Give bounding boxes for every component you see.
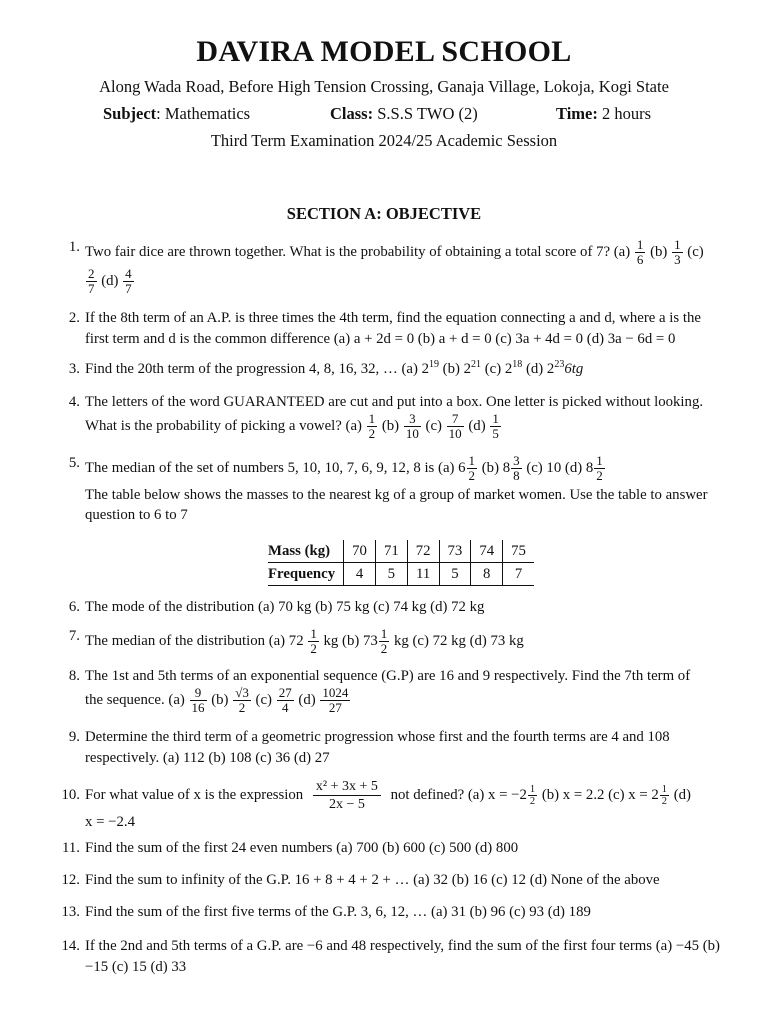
fraction: $\frac{1}{5}$ [492,411,499,441]
subject-info: Subject: Mathematics [103,104,251,123]
question-1: 1. Two fair dice are thrown together. What is the probability of obtaining a total score of 7? (a) $\frac{1}{6}$ (b) $\frac{1}{3}$ (c) $\frac{2}{7}$ (d) $\frac{4}{7}$ [68,237,704,296]
fraction: $\frac{√3}{2}$ [235,685,249,715]
fraction: $\frac{1}{2}$ [529,784,536,807]
fraction: $\frac{1}{2}$ [596,453,603,483]
fraction: $\frac{3}{10}$ [405,411,419,441]
question-8: 8. The 1st and 5th terms of an exponential sequence (G.P) are 16 and 9 respectively. Find the 7th term of the sequence. (a) $\frac{9}{16}$ (b) $\frac{√3}{2}$ (c) $\frac{27}{4}$ (d) $\frac{1024}{27}$ [68,668,691,715]
fraction: $\frac{2}{7}$ [88,266,95,296]
exam-term: Third Term Examination 2024/25 Academic Session [210,131,558,150]
question-9: 9. Determine the third term of a geometric progression whose first and the fourth terms are 4 and 108 respectively. (a) 112 (b) 108 (c) 36 (d) 27 [68,729,670,766]
class-info: Class: S.S.S TWO (2) [330,104,478,123]
time-info: Time: 2 hours [556,104,652,123]
fraction: $\frac{9}{16}$ [191,685,205,715]
mass-frequency-table [268,540,534,586]
fraction: $\frac{1}{2}$ [468,453,476,483]
fraction: $\frac{1}{2}$ [380,626,388,656]
fraction: $\frac{4}{7}$ [125,266,132,296]
fraction: $\frac{1024}{27}$ [322,685,349,715]
question-11: 11. Find the sum of the first 24 even numbers (a) 700 (b) 600 (c) 500 (d) 800 [62,840,519,856]
fraction: $\frac{27}{4}$ [278,685,292,715]
school-address: Along Wada Road, Before High Tension Crossing, Ganaja Village, Lokoja, Kogi State [99,77,669,96]
fraction: $\frac{1}{2}$ [310,626,317,656]
expression-fraction: $\frac{\text{x² + 3x + 5}}{2x - 5}$ [313,778,381,813]
table-row: Frequency 4 5 11 5 8 7 [268,563,534,586]
fraction: $\frac{1}{2}$ [368,411,376,441]
fraction: $\frac{1}{6}$ [636,237,644,267]
school-name: DAVIRA MODEL SCHOOL [196,35,572,68]
table-row: Mass (kg) 70 71 72 73 74 75 [268,540,534,563]
question-12: 12. Find the sum to infinity of the G.P. 16 + 8 + 4 + 2 + … (a) 32 (b) 16 (c) 12 (d) None of the above [61,872,660,888]
question-10: 10. For what value of x is the expression $\frac{\text{x² + 3x + 5}}{2x - 5}$ not defined? (a) x = −2 $\frac{1}{2}$ (b) x = 2.2 (c) x = 2 $\frac{1}{2}$ (d) x = −2.4 [61,779,691,830]
question-13: 13. Find the sum of the first five terms of the G.P. 3, 6, 12, … (a) 31 (b) 96 (c) 93 (d) 189 [61,904,591,920]
exam-meta-row [0,100,768,128]
section-title: SECTION A: OBJECTIVE [286,204,482,223]
question-14: 14. If the 2nd and 5th terms of a G.P. are −6 and 48 respectively, find the sum of the first four terms (a) −45 (b) −15 (c) 15 (d) 33 [61,938,720,975]
question-5: 5. The median of the set of numbers 5, 10, 10, 7, 6, 9, 12, 8 is (a) 6 $\frac{1}{2}$ (b) 8 $\frac{3}{8}$ (c) 10 (d) 8 $\frac{1}{2}$ [68,453,603,483]
fraction: $\frac{1}{3}$ [674,237,681,267]
fraction: $\frac{1}{2}$ [661,784,668,807]
exam-header [0,32,768,154]
question-7: 7. The median of the distribution (a) 72 $\frac{1}{2}$ kg (b) 73 $\frac{1}{2}$ kg (c) 72 kg (d) 73 kg [68,626,524,656]
question-2: 2. If the 8th term of an A.P. is three times the 4th term, find the equation connecting a and d, where a is the first term and d is the common difference (a) a + 2d = 0 (b) a + d = 0 (c) 3a + 4d = 0 (d) 3a − 6d = 0 [68,310,701,347]
question-3: 3. Find the 20th term of the progression 4, 8, 16, 32, … (a) $2^{19}$ (b) $2^{21}$ (c) $2^{18}$ (d) $2^{23}6tg$ [68,359,584,377]
table-intro: The table below shows the masses to the nearest kg of a group of market women. Use the table to answer question to 6 to 7 [85,487,708,523]
fraction: $\frac{3}{8}$ [513,453,520,483]
fraction: $\frac{7}{10}$ [448,411,462,441]
question-4: 4. The letters of the word GUARANTEED are cut and put into a box. One letter is picked without looking. What is the probability of picking a vowel? (a) $\frac{1}{2}$ (b) $\frac{3}{10}$ (c) $\frac{7}{10}$ (d) $\frac{1}{5}$ [68,394,704,441]
question-6: 6. The mode of the distribution (a) 70 kg (b) 75 kg (c) 74 kg (d) 72 kg [68,599,485,615]
